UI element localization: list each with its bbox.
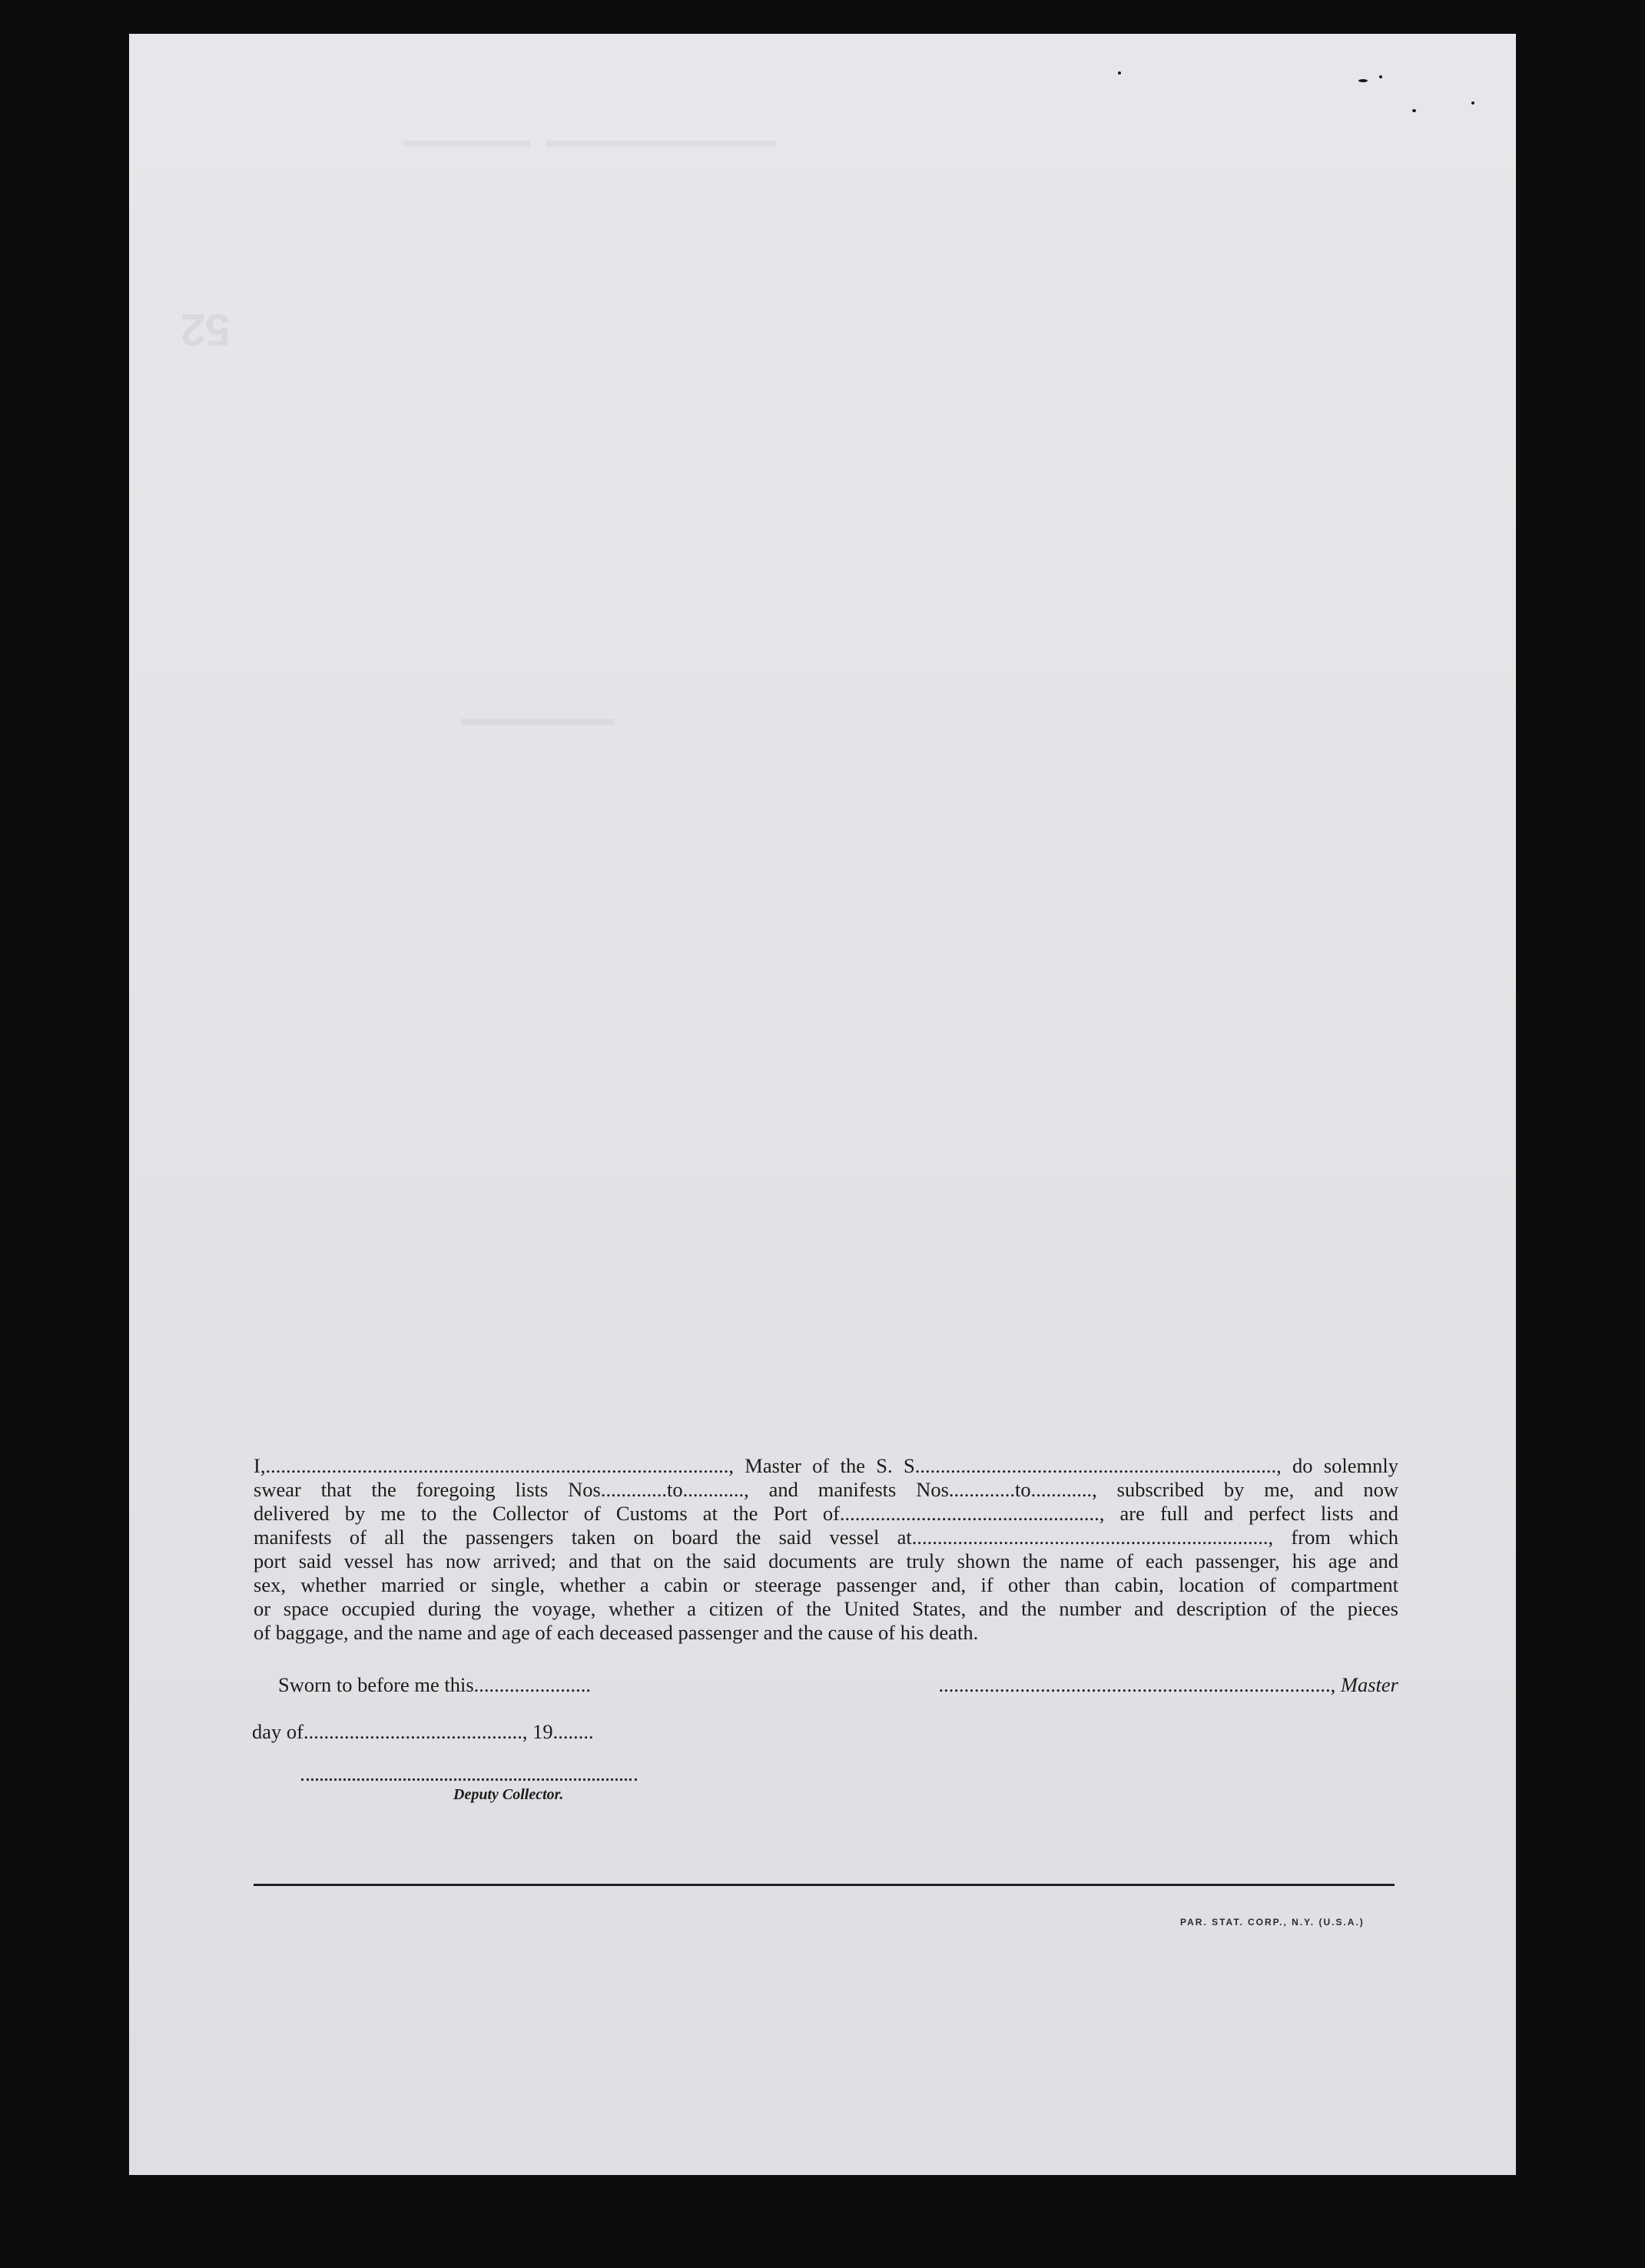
bleed-through-line — [546, 141, 776, 147]
bleed-through-line — [403, 141, 530, 147]
oath-line: swear that the foregoing lists Nos.............to............, and manifests Nos.............to............, subscribed by me, and now — [254, 1478, 1398, 1501]
sworn-before-field: Sworn to before me this....................... — [278, 1673, 592, 1696]
bleed-through-page-number: 52 — [181, 304, 230, 354]
deputy-collector-signature-line — [301, 1778, 637, 1781]
oath-line: manifests of all the passengers taken on board the said vessel at......................................................................, from which — [254, 1526, 1398, 1549]
master-label: Master — [1340, 1673, 1398, 1696]
footer-rule — [254, 1884, 1395, 1886]
oath-line: delivered by me to the Collector of Customs at the Port of..................................................., are full and perfect lists and — [254, 1502, 1398, 1525]
bleed-through-line — [461, 719, 615, 725]
oath-line: I,..........................................................................................., Master of the S. S......................................................................., do solemnly — [254, 1454, 1398, 1477]
oath-paragraph — [254, 1454, 1398, 1645]
deputy-collector-label: Deputy Collector. — [453, 1786, 564, 1803]
scan-speck — [1412, 109, 1416, 112]
oath-line: sex, whether married or single, whether a cabin or steerage passenger and, if other than cabin, location of compartment — [254, 1573, 1398, 1596]
day-of-field: day of..........................................., 19........ — [252, 1720, 594, 1743]
oath-line: of baggage, and the name and age of each deceased passenger and the cause of his death. — [254, 1621, 979, 1644]
scan-speck — [1379, 75, 1382, 78]
scan-speck — [1358, 79, 1368, 82]
oath-line: port said vessel has now arrived; and that on the said documents are truly shown the name of each passenger, his age and — [254, 1549, 1398, 1572]
scan-speck — [1471, 101, 1474, 105]
master-signature-line: ............................................................................., — [938, 1673, 1336, 1696]
scan-speck — [1118, 71, 1121, 75]
master-signature-field — [930, 1673, 1398, 1697]
oath-line: or space occupied during the voyage, whether a citizen of the United States, and the number and description of the pieces — [254, 1597, 1398, 1620]
printer-mark: PAR. STAT. CORP., N.Y. (U.S.A.) — [1180, 1917, 1365, 1928]
document-page — [129, 34, 1516, 2175]
